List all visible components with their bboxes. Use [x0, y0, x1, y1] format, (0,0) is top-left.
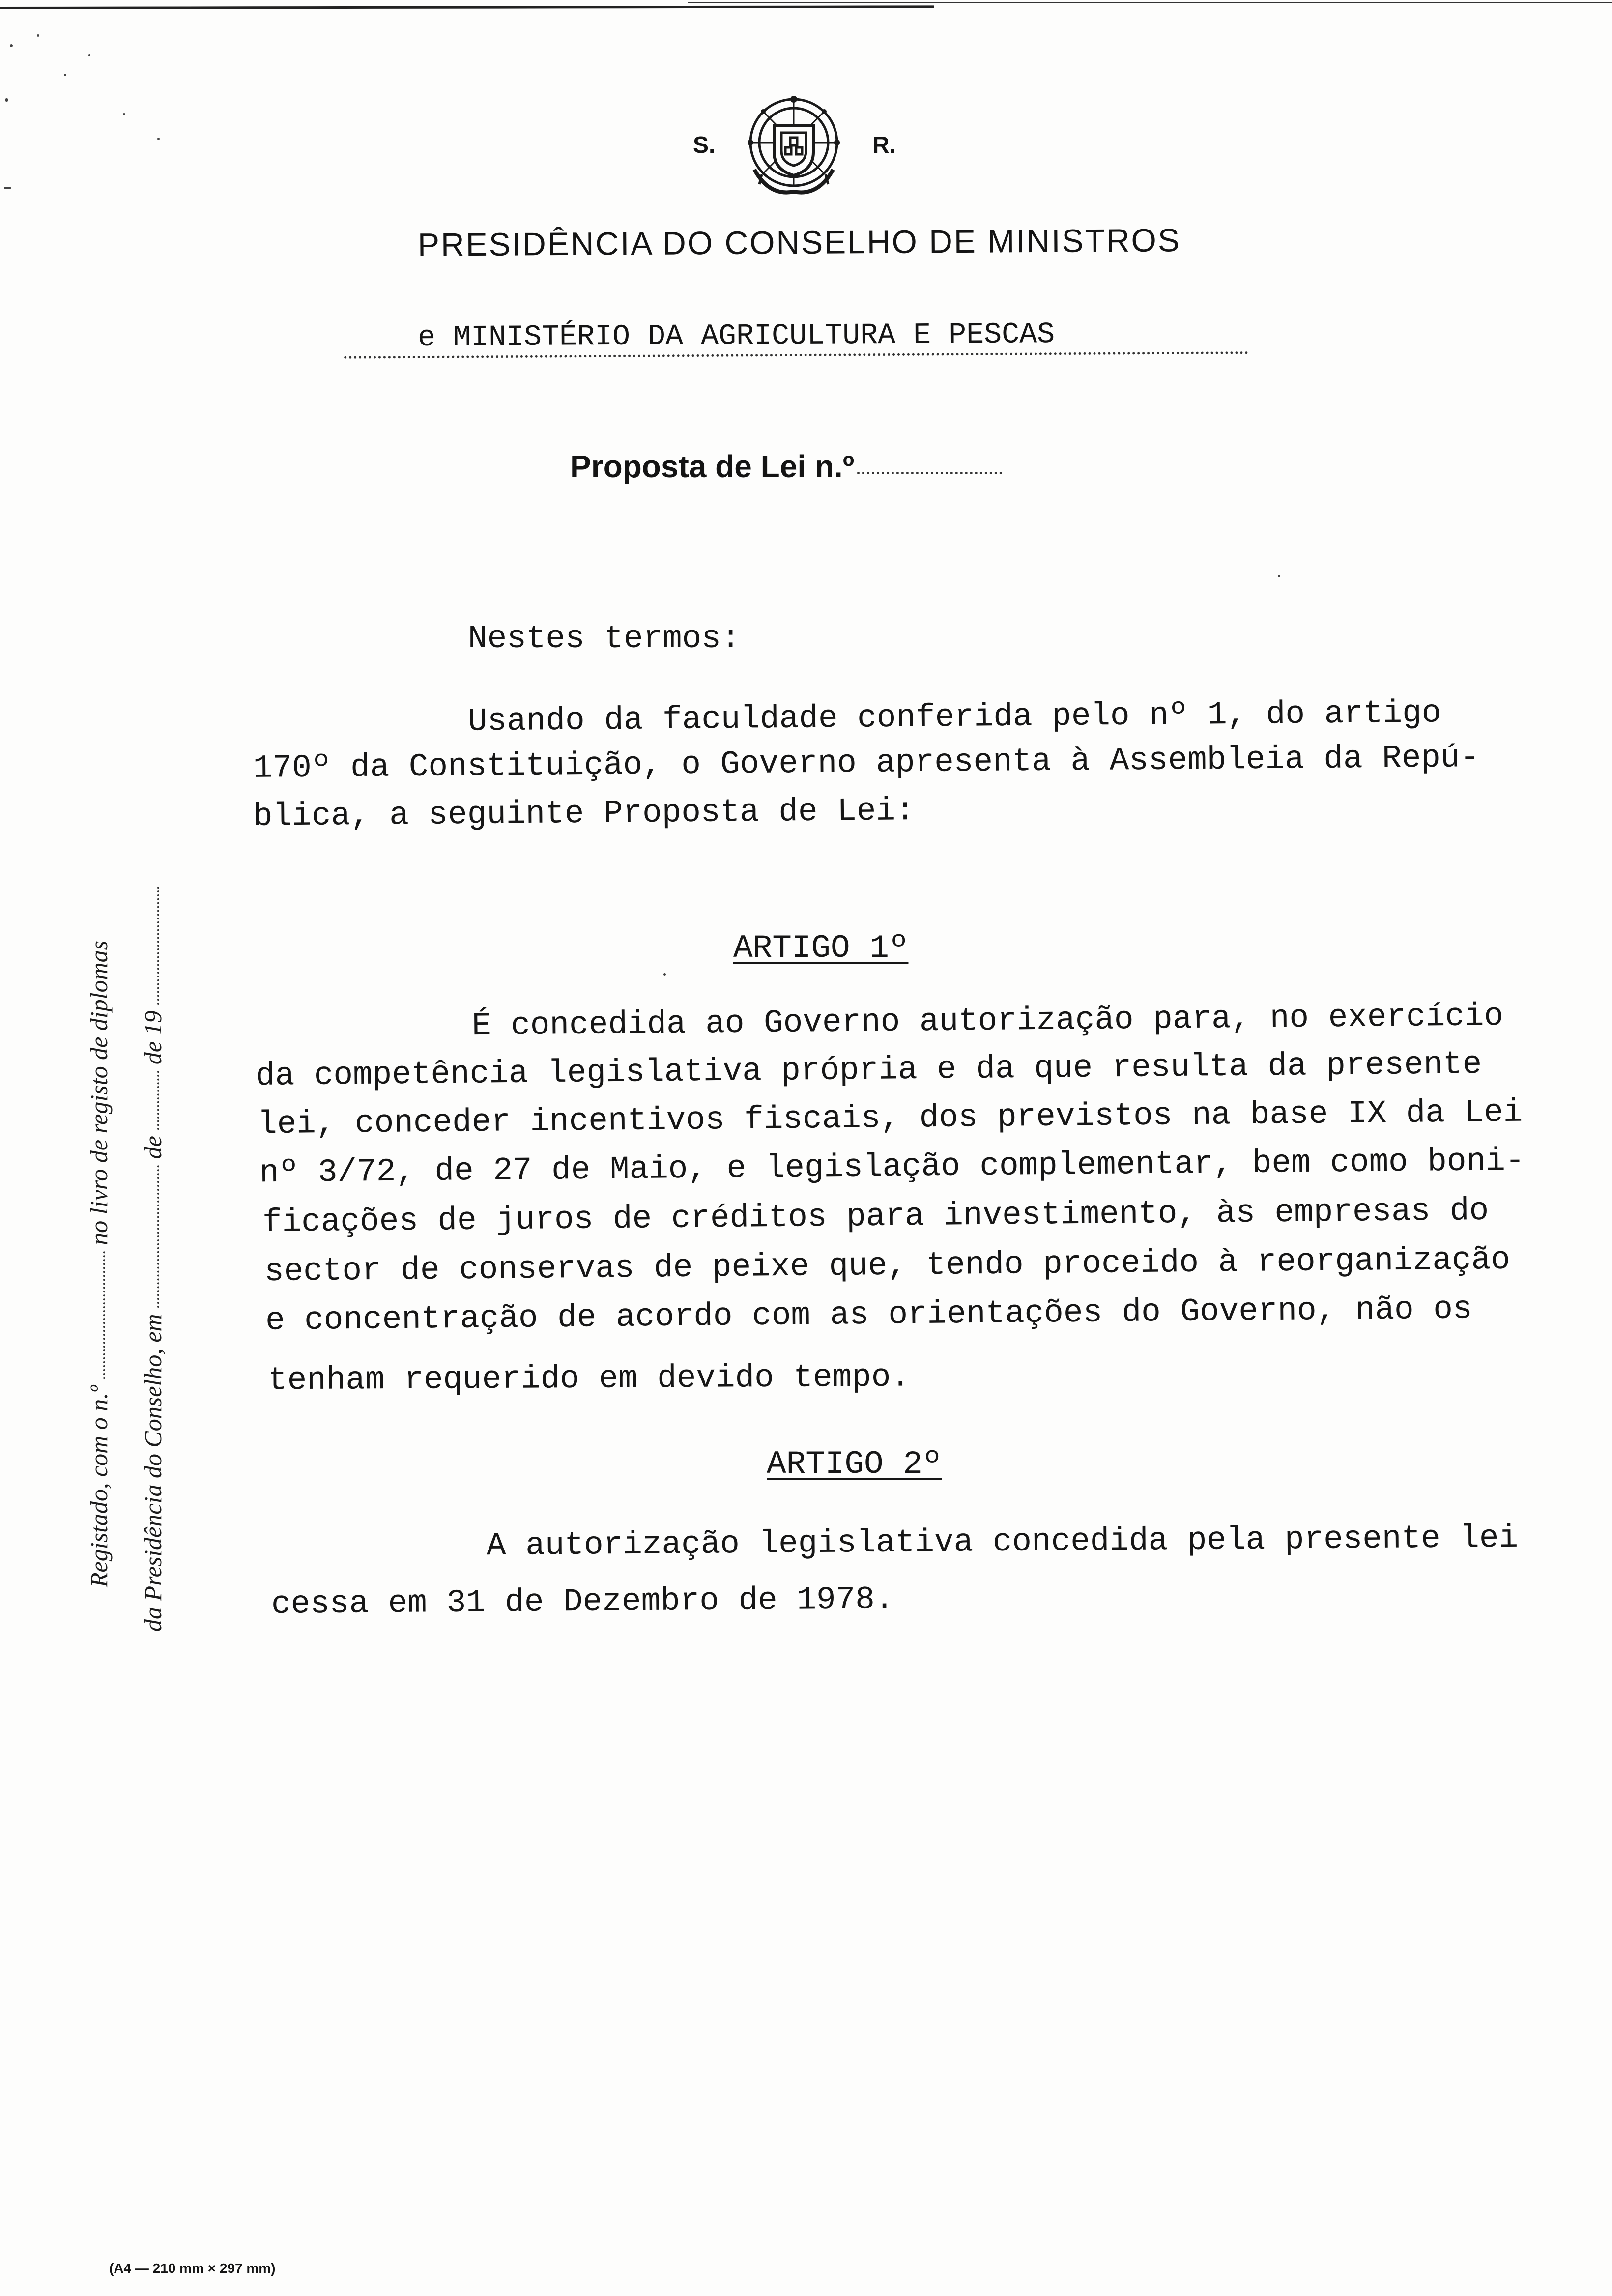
intro-text: Nestes termos: [468, 620, 741, 657]
proposta-number-blank [857, 472, 1002, 474]
paragraph1-line: Usando da faculdade conferida pelo nº 1, do artigo [467, 694, 1441, 740]
scan-speck [10, 44, 13, 47]
article1-line: É concedida ao Governo autorização para, no exercício [471, 997, 1504, 1045]
scan-speck [157, 138, 160, 140]
registry-number-blank [103, 1251, 105, 1379]
article2-line: A autorização legislativa concedida pela presente lei [486, 1519, 1519, 1565]
scan-speck [64, 74, 66, 76]
paragraph1-line: blica, a seguinte Proposta de Lei: [253, 792, 915, 835]
scan-speck [88, 54, 90, 56]
margin-registry-line1 [85, 941, 113, 1587]
margin-registry-line2 [139, 887, 167, 1632]
header-letter-s: S. [693, 132, 716, 158]
scan-edge-line [0, 5, 934, 9]
article1-line: ficações de juros de créditos para investimento, às empresas do [262, 1192, 1489, 1241]
article2-title: ARTIGO 2º [767, 1446, 942, 1483]
coat-of-arms-seal-icon [740, 91, 848, 204]
margin-registry-text: de [139, 1136, 167, 1159]
paragraph1-line: 170º da Constituição, o Governo apresenta à Assembleia da Repú- [253, 739, 1480, 787]
scan-speck [123, 113, 125, 115]
article1-line: nº 3/72, de 27 de Maio, e legislação complementar, bem como boni- [259, 1142, 1525, 1192]
proposta-text: Proposta de Lei n.º [570, 449, 855, 484]
article1-line: sector de conservas de peixe que, tendo proceido à reorganização [264, 1241, 1511, 1291]
ministry-line: e MINISTÉRIO DA AGRICULTURA E PESCAS [344, 317, 1248, 359]
paper-size-footer: (A4 — 210 mm × 297 mm) [109, 2261, 276, 2276]
proposta-label [570, 448, 1002, 485]
registry-year-blank [157, 887, 159, 1004]
margin-registry-text: de 19 [139, 1010, 167, 1065]
article1-line: tenham requerido em devido tempo. [267, 1358, 911, 1399]
scan-speck [663, 973, 666, 976]
article2-line: cessa em 31 de Dezembro de 1978. [271, 1581, 894, 1623]
article1-line: lei, conceder incentivos fiscais, dos previstos na base IX da Lei [257, 1093, 1523, 1143]
scan-speck [4, 187, 11, 189]
page-title: PRESIDÊNCIA DO CONSELHO DE MINISTROS [417, 222, 1181, 263]
article1-line: e concentração de acordo com as orientações do Governo, não os [265, 1291, 1472, 1339]
margin-registry-text: no livro de registo de diplomas [85, 940, 113, 1245]
scan-speck [5, 98, 8, 102]
margin-registry-text: Registado, com o n.º [85, 1385, 113, 1587]
registry-month-blank [157, 1071, 159, 1130]
article1-title: ARTIGO 1º [733, 930, 909, 967]
scan-speck [1278, 575, 1280, 577]
article1-line: da competência legislativa própria e da que resulta da presente [255, 1046, 1482, 1094]
scan-edge-line [688, 2, 1612, 3]
scan-speck [37, 34, 39, 37]
registry-day-blank [157, 1165, 159, 1308]
header-letter-r: R. [872, 132, 896, 158]
margin-registry-text: da Presidência do Conselho, em [139, 1314, 167, 1632]
